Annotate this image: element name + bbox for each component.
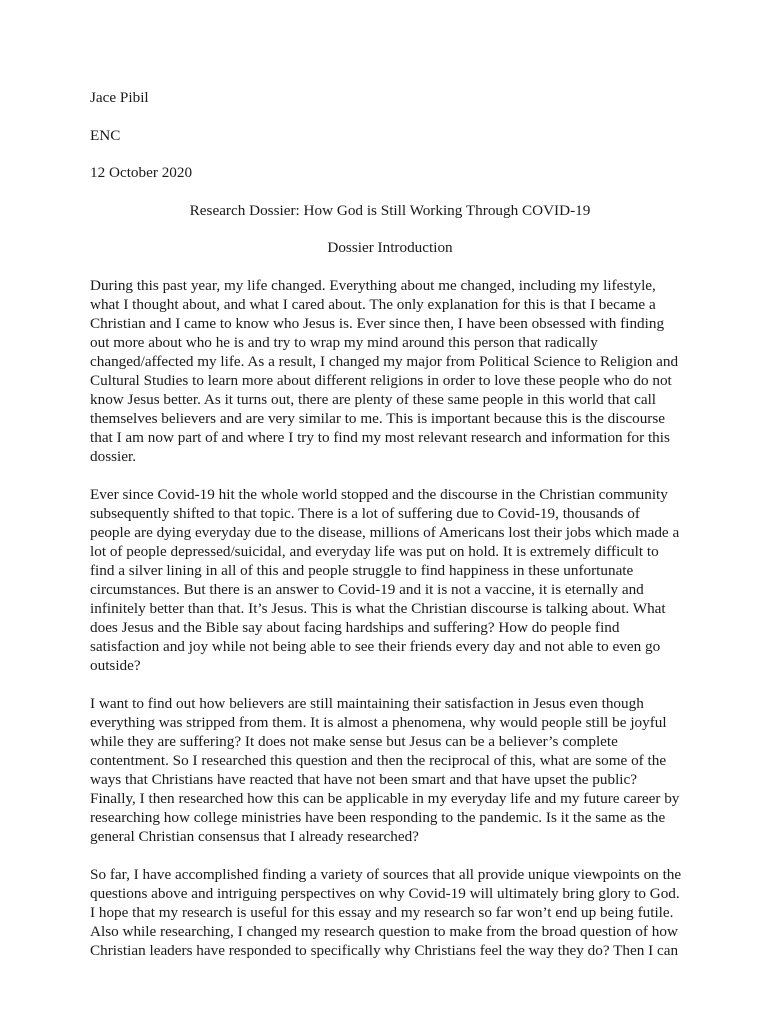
paragraph-line: During this past year, my life changed. Everything about me changed, including my lifestyle, bbox=[90, 276, 656, 294]
paragraph-2 bbox=[90, 485, 690, 675]
paragraph-line: infinitely better than that. It’s Jesus. This is what the Christian discourse is talking about. What bbox=[90, 599, 666, 617]
paragraph-line: themselves believers and are very similar to me. This is important because this is the discourse bbox=[90, 409, 666, 427]
paragraph-line: outside? bbox=[90, 656, 141, 674]
paragraph-line: I want to find out how believers are still maintaining their satisfaction in Jesus even though bbox=[90, 694, 644, 712]
paragraph-line: find a silver lining in all of this and people struggle to find happiness in these unfortunate bbox=[90, 561, 634, 579]
paragraph-line: contentment. So I researched this question and then the reciprocal of this, what are some of the bbox=[90, 751, 667, 769]
body-text bbox=[90, 276, 690, 960]
paragraph-line: changed/affected my life. As a result, I changed my major from Political Science to Religion and bbox=[90, 352, 679, 370]
paragraph-line: that I am now part of and where I try to find my most relevant research and information for this bbox=[90, 428, 670, 446]
paragraph-line: general Christian consensus that I already researched? bbox=[90, 827, 419, 845]
author-name: Jace Pibil bbox=[90, 89, 149, 106]
section-heading: Dossier Introduction bbox=[327, 239, 453, 256]
paragraph-line: I hope that my research is useful for this essay and my research so far won’t end up being futile. bbox=[90, 903, 674, 921]
paragraph-line: Cultural Studies to learn more about different religions in order to love these people who do not bbox=[90, 371, 672, 389]
paragraph-line: subsequently shifted to that topic. There is a lot of suffering due to Covid-19, thousands of bbox=[90, 504, 640, 522]
paragraph-line: does Jesus and the Bible say about facing hardships and suffering? How do people find bbox=[90, 618, 620, 636]
course-name: ENC bbox=[90, 126, 121, 144]
paragraph-line: Ever since Covid-19 hit the whole world stopped and the discourse in the Christian community bbox=[90, 485, 668, 503]
paragraph-line: lot of people depressed/suicidal, and everyday life was put on hold. It is extremely difficult to bbox=[90, 542, 659, 560]
paragraph-line: people are dying everyday due to the disease, millions of Americans lost their jobs which made a bbox=[90, 523, 680, 541]
paragraph-line: Christian and I came to know who Jesus is. Ever since then, I have been obsessed with finding bbox=[90, 314, 665, 332]
document-title: Research Dossier: How God is Still Working Through COVID-19 bbox=[189, 201, 591, 219]
paragraph-line: researching how college ministries have been responding to the pandemic. Is it the same as the bbox=[90, 808, 666, 826]
paragraph-3 bbox=[90, 694, 690, 846]
paragraph-line: Finally, I then researched how this can be applicable in my everyday life and my future career by bbox=[90, 789, 680, 807]
paragraph-line: out more about who he is and try to wrap my mind around this person that radically bbox=[90, 333, 598, 351]
paragraph-line: know Jesus better. As it turns out, there are plenty of these same people in this world that call bbox=[90, 390, 657, 408]
document-page bbox=[90, 88, 690, 979]
paragraph-line: dossier. bbox=[90, 447, 136, 465]
paragraph-1 bbox=[90, 276, 690, 466]
paragraph-line: satisfaction and joy while not being able to see their friends every day and not able to even go bbox=[90, 637, 661, 655]
document-date: 12 October 2020 bbox=[90, 164, 193, 181]
paragraph-line: Christian leaders have responded to specifically why Christians feel the way they do? Then I can bbox=[90, 941, 679, 959]
paragraph-line: circumstances. But there is an answer to Covid-19 and it is not a vaccine, it is eternally and bbox=[90, 580, 644, 598]
paragraph-line: what I thought about, and what I cared about. The only explanation for this is that I became a bbox=[90, 295, 656, 313]
paragraph-line: questions above and intriguing perspectives on why Covid-19 will ultimately bring glory to God. bbox=[90, 884, 680, 902]
paragraph-line: Also while researching, I changed my research question to make from the broad question of how bbox=[90, 922, 678, 940]
paragraph-line: everything was stripped from them. It is almost a phenomena, why would people still be joyful bbox=[90, 713, 667, 731]
paragraph-line: So far, I have accomplished finding a variety of sources that all provide unique viewpoints on the bbox=[90, 865, 682, 883]
paragraph-line: ways that Christians have reacted that have not been smart and that have upset the public? bbox=[90, 770, 637, 788]
paragraph-4 bbox=[90, 865, 690, 960]
paragraph-line: while they are suffering? It does not make sense but Jesus can be a believer’s complete bbox=[90, 732, 618, 750]
